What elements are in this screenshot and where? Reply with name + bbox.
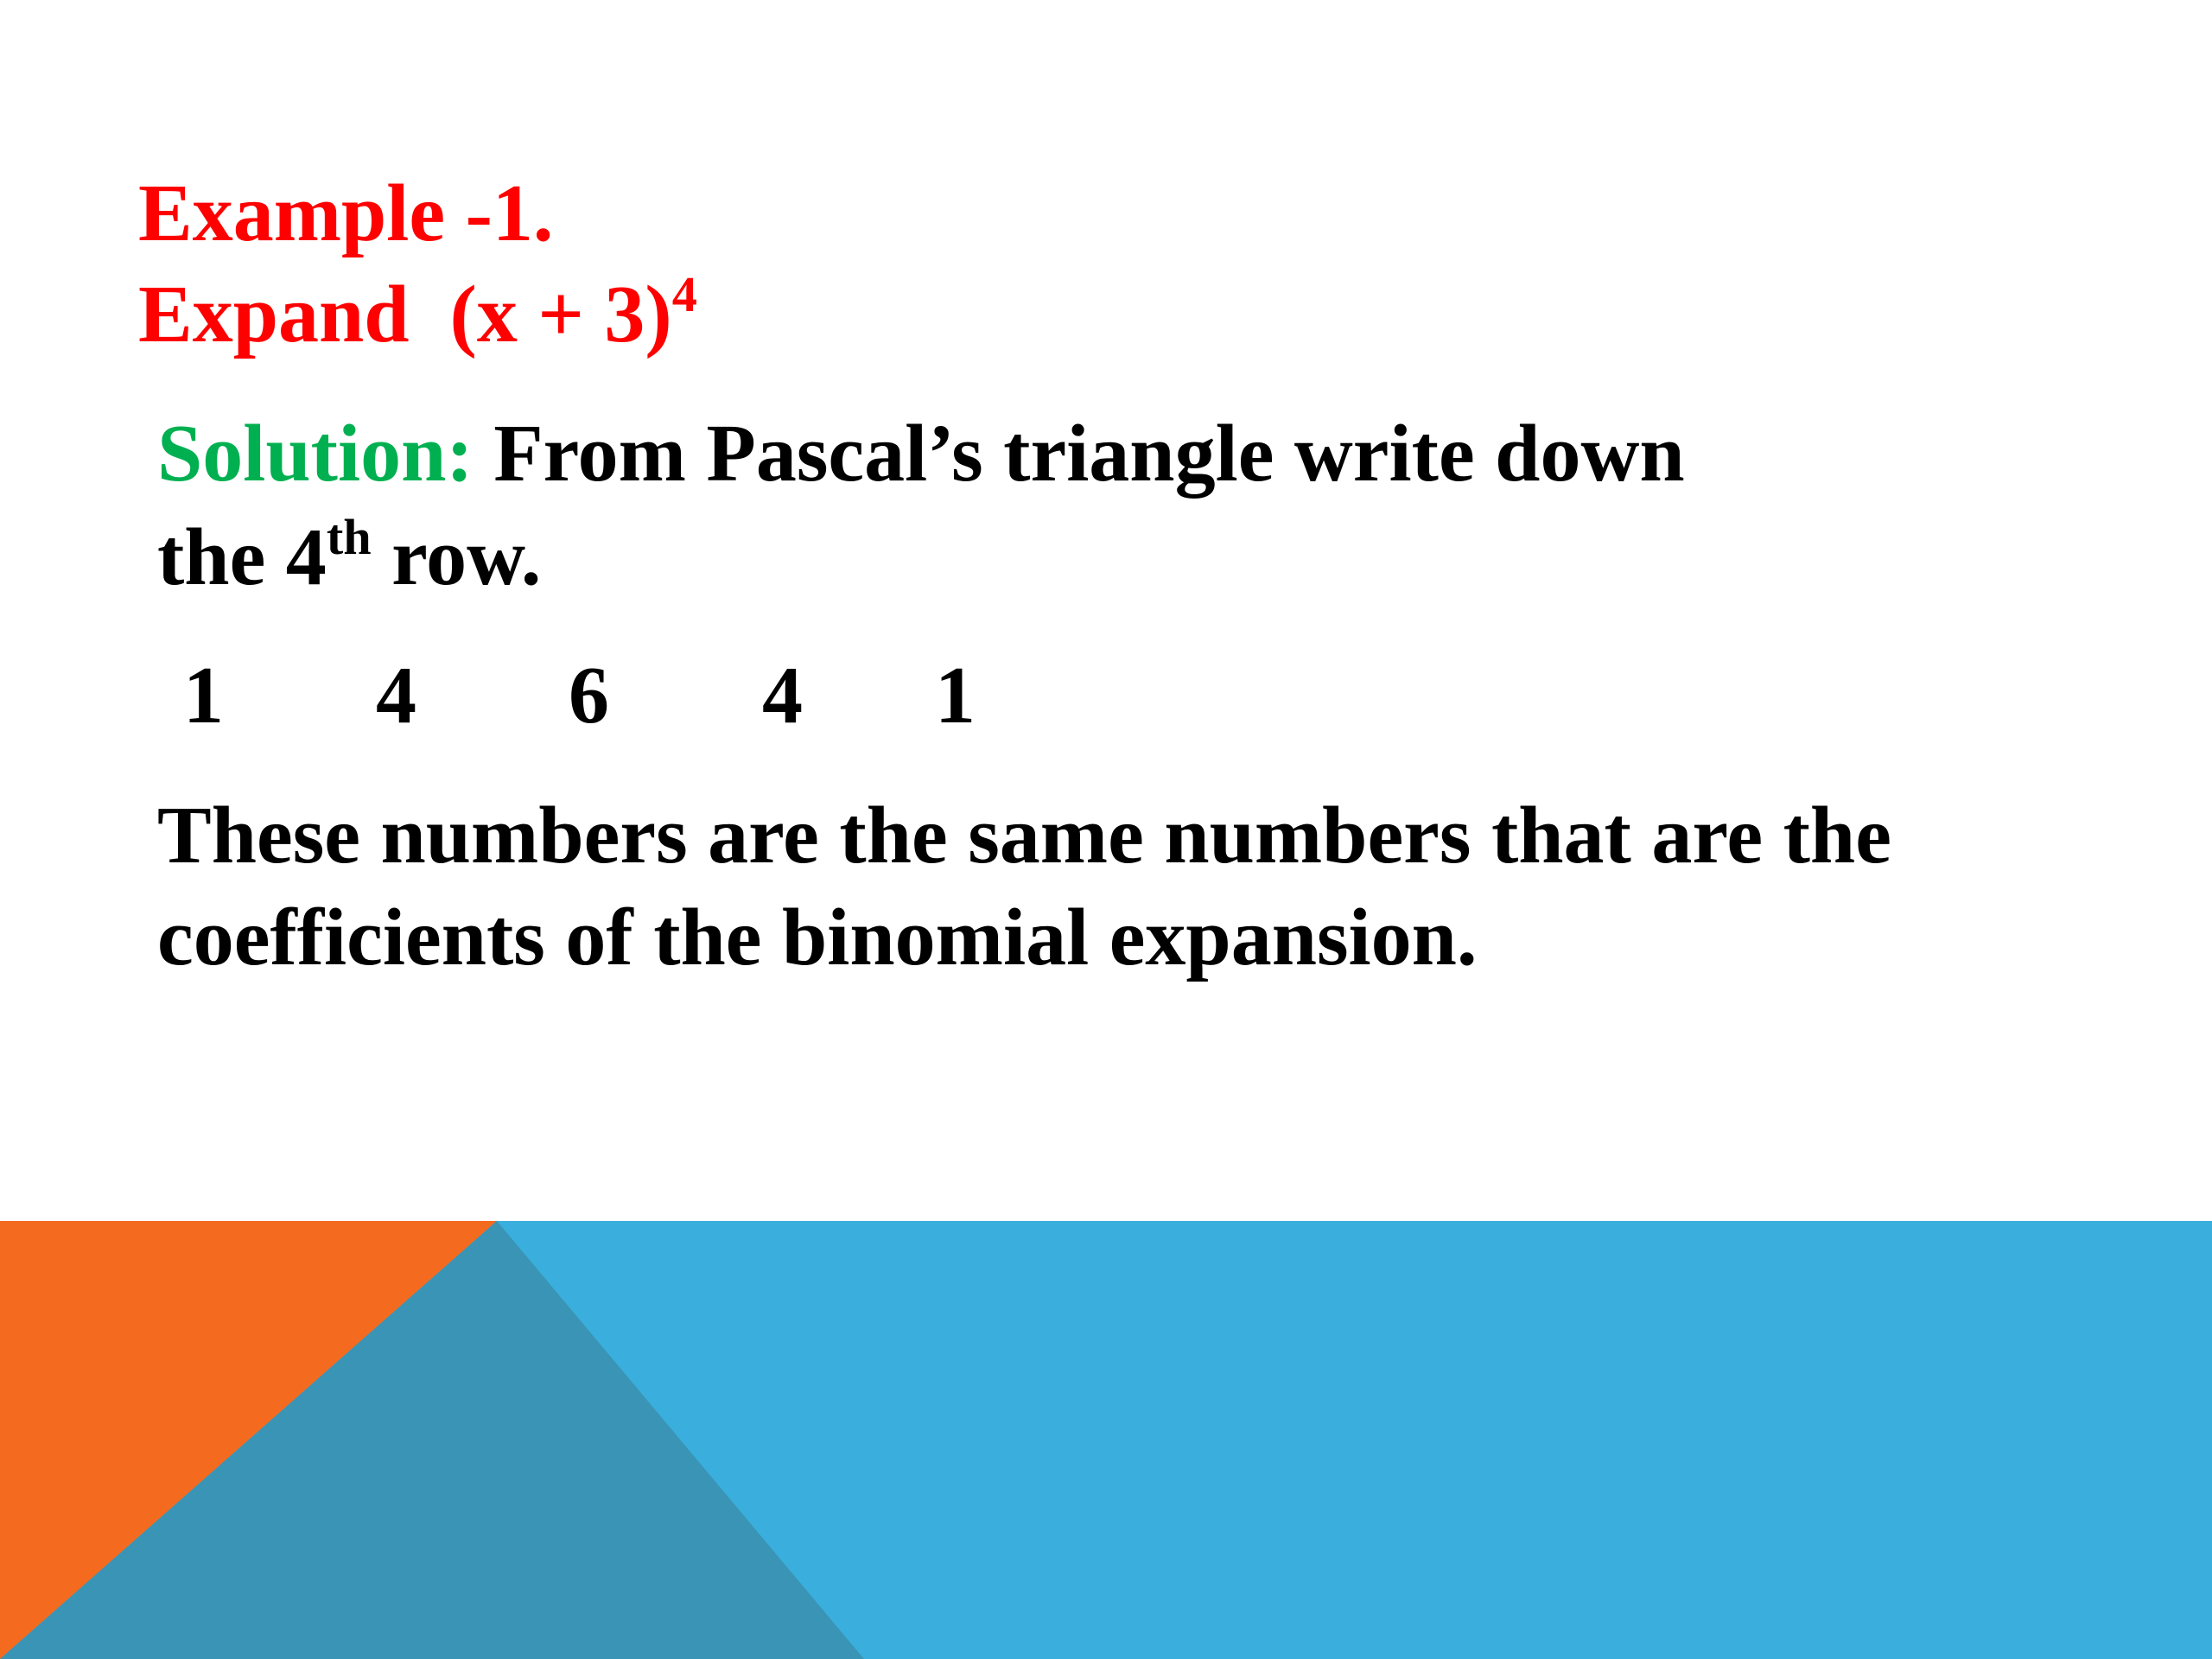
solution-label: Solution: [157,409,474,499]
solution-line-2 [157,508,542,602]
explanation-text-2: coefficients of the binomial expansion. [157,893,1478,982]
pascal-number: 4 [762,651,803,741]
solution-row-after: row. [371,512,542,602]
expand-text: Expand (x + 3) [138,270,672,359]
solution-text: From Pascal’s triangle write down [473,409,1685,499]
pascal-number: 1 [183,651,224,741]
decorative-bottom-band [0,1221,2212,1659]
expand-expression [138,265,697,359]
solution-line-1 [157,409,1685,499]
solution-row-suffix-sup: th [326,508,372,565]
pascal-number: 4 [376,651,416,741]
explanation-line-2 [157,893,1478,982]
explanation-line-1 [157,791,1891,880]
example-title [138,168,554,258]
explanation-text-1: These numbers are the same numbers that are the [157,791,1891,880]
example-label: Example -1. [138,168,554,258]
solution-row-prefix: the 4 [157,512,327,602]
pascal-number: 6 [569,651,609,741]
pascal-number: 1 [935,651,976,741]
expand-exponent: 4 [671,265,697,322]
